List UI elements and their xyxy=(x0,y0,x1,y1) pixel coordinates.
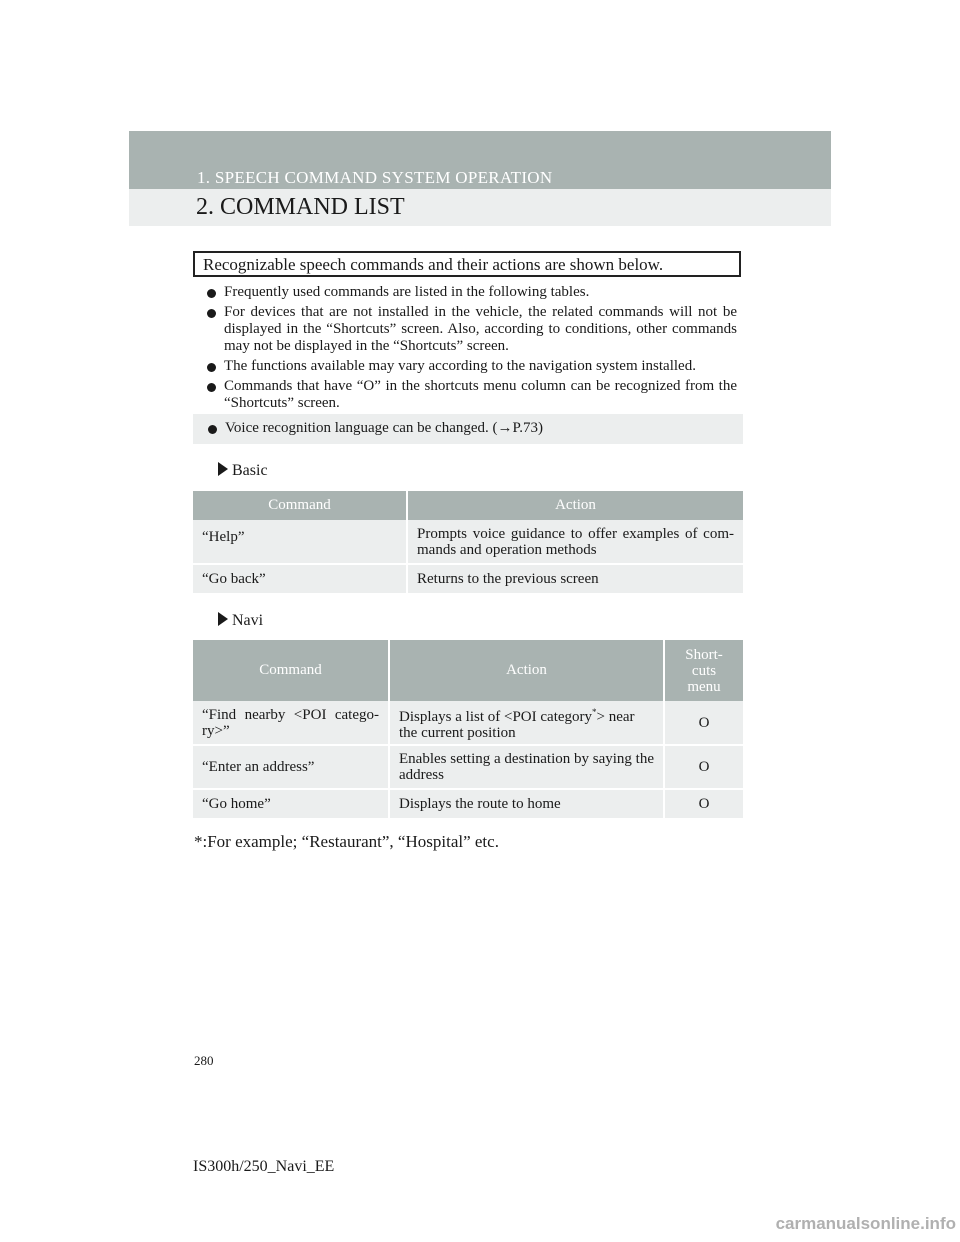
list-item: Commands that have “O” in the shortcuts menu column can be recognized from the “Shortcuts” screen. xyxy=(207,378,737,412)
table-row: “Find nearby <POI catego-ry>” Displays a list of <POI category*> near the current position O xyxy=(193,701,743,745)
footnote: *:For example; “Restaurant”, “Hospital” etc. xyxy=(194,832,499,851)
triangle-right-icon xyxy=(218,462,228,476)
bullet-icon xyxy=(207,309,216,318)
note-text[interactable]: Voice recognition language can be changed. (→P.73) xyxy=(225,420,543,436)
list-item: Frequently used commands are listed in the following tables. xyxy=(207,284,737,301)
bullet-list xyxy=(207,284,737,415)
column-header-action: Action xyxy=(407,491,743,520)
watermark: carmanualsonline.info xyxy=(775,1214,956,1233)
page-title: 2. COMMAND LIST xyxy=(196,194,405,220)
bullet-icon xyxy=(207,289,216,298)
bullet-icon xyxy=(207,383,216,392)
navi-heading: Navi xyxy=(218,612,263,630)
column-header-shortcuts: Short-cuts menu xyxy=(664,640,743,701)
list-item: For devices that are not installed in the vehicle, the related commands will not be displayed in the “Shortcuts” screen. Also, according to conditions, other commands may not be displayed in the “Shortcuts” screen. xyxy=(207,304,737,355)
table-row: “Go home” Displays the route to home O xyxy=(193,789,743,819)
basic-heading: Basic xyxy=(218,462,268,480)
page-number: 280 xyxy=(194,1053,214,1068)
column-header-action: Action xyxy=(389,640,664,701)
section-label: 1. SPEECH COMMAND SYSTEM OPERATION xyxy=(197,168,553,187)
basic-table xyxy=(193,491,743,595)
intro-box: Recognizable speech commands and their actions are shown below. xyxy=(193,251,741,277)
navi-table xyxy=(193,640,743,820)
bullet-icon xyxy=(208,425,217,434)
note-bar xyxy=(193,414,743,444)
column-header-command: Command xyxy=(193,640,389,701)
doc-id: IS300h/250_Navi_EE xyxy=(193,1158,335,1175)
table-row: “Go back” Returns to the previous screen xyxy=(193,564,743,594)
bullet-icon xyxy=(207,363,216,372)
table-row: “Help” Prompts voice guidance to offer examples of com-mands and operation methods xyxy=(193,520,743,564)
table-row: “Enter an address” Enables setting a destination by saying the address O xyxy=(193,745,743,789)
column-header-command: Command xyxy=(193,491,407,520)
triangle-right-icon xyxy=(218,612,228,626)
list-item: The functions available may vary according to the navigation system installed. xyxy=(207,358,737,375)
